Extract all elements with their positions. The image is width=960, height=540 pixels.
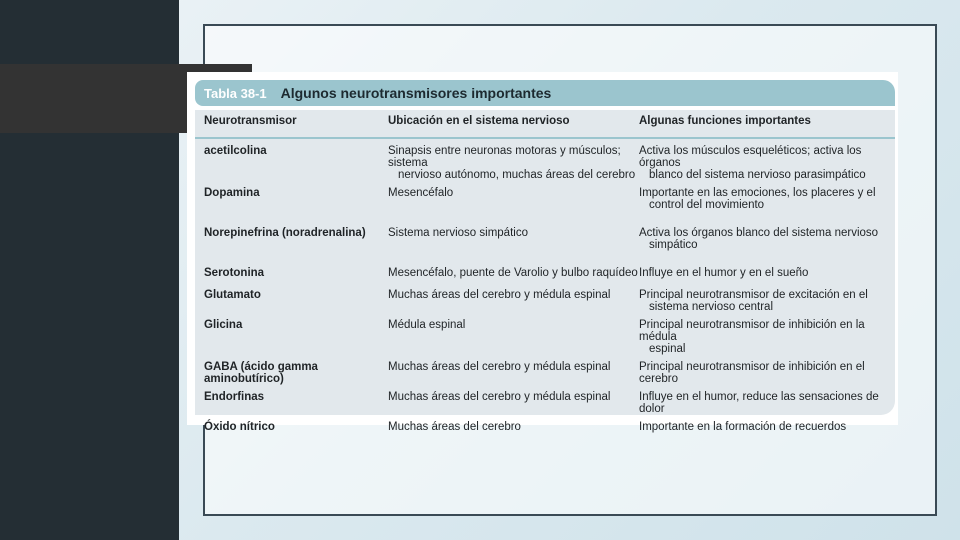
table-title: Algunos neurotransmisores importantes bbox=[280, 85, 552, 101]
table-row bbox=[195, 181, 895, 221]
function-line: Principal neurotransmisor de inhibición en el cerebro bbox=[639, 361, 865, 385]
function-line: Principal neurotransmisor de excitación en el bbox=[639, 289, 868, 301]
cell-function bbox=[639, 138, 895, 181]
cell-neurotransmitter: Endorfinas bbox=[204, 391, 265, 403]
table-row bbox=[195, 313, 895, 355]
function-line: Activa los músculos esqueléticos; activa los órganos bbox=[639, 145, 862, 169]
neurotransmitter-table bbox=[195, 110, 895, 437]
cell-location bbox=[388, 138, 639, 181]
table-body bbox=[195, 110, 895, 433]
cell-function bbox=[639, 283, 895, 313]
cell-function bbox=[639, 415, 895, 437]
function-line: Activa los órganos blanco del sistema nervioso bbox=[639, 227, 879, 239]
function-line: Importante en las emociones, los placeres y el bbox=[639, 187, 876, 199]
function-line: sistema nervioso central bbox=[649, 301, 773, 313]
table-row bbox=[195, 355, 895, 385]
function-line: Influye en el humor y en el sueño bbox=[639, 267, 809, 279]
cell-neurotransmitter: Norepinefrina (noradrenalina) bbox=[204, 227, 366, 239]
location-line: Muchas áreas del cerebro y médula espinal bbox=[388, 391, 611, 403]
cell-location bbox=[388, 313, 639, 355]
location-line: nervioso autónomo, muchas áreas del cerebro bbox=[398, 169, 636, 181]
cell-neurotransmitter: Glutamato bbox=[204, 289, 261, 301]
table-image bbox=[187, 72, 898, 433]
location-line: Muchas áreas del cerebro y médula espinal bbox=[388, 289, 611, 301]
function-line: simpático bbox=[649, 239, 698, 251]
location-line: Médula espinal bbox=[388, 319, 466, 331]
table-row bbox=[195, 415, 895, 437]
cell-function bbox=[639, 355, 895, 385]
table-header-row bbox=[195, 110, 895, 138]
cell-function bbox=[639, 261, 895, 283]
cell-neurotransmitter: Óxido nítrico bbox=[204, 421, 275, 433]
table-number: Tabla 38-1 bbox=[204, 85, 267, 101]
table-row bbox=[195, 283, 895, 313]
table-row bbox=[195, 221, 895, 261]
location-line: Mesencéfalo, puente de Varolio y bulbo raquídeo bbox=[388, 267, 638, 279]
cell-location bbox=[388, 261, 639, 283]
cell-function bbox=[639, 221, 895, 261]
cell-location bbox=[388, 283, 639, 313]
cell-function bbox=[639, 385, 895, 415]
cell-location bbox=[388, 355, 639, 385]
table-row bbox=[195, 261, 895, 283]
cell-neurotransmitter: acetilcolina bbox=[204, 145, 267, 157]
location-line: Sinapsis entre neuronas motoras y músculos; sistema bbox=[388, 145, 621, 169]
function-line: Influye en el humor, reduce las sensaciones de dolor bbox=[639, 391, 879, 415]
cell-location bbox=[388, 385, 639, 415]
cell-location bbox=[388, 415, 639, 437]
header-neurotransmitter: Neurotransmisor bbox=[195, 110, 388, 138]
function-line: espinal bbox=[649, 343, 686, 355]
location-line: Mesencéfalo bbox=[388, 187, 454, 199]
cell-neurotransmitter: Glicina bbox=[204, 319, 243, 331]
function-line: Principal neurotransmisor de inhibición en la médula bbox=[639, 319, 865, 343]
table-row bbox=[195, 138, 895, 181]
location-line: Sistema nervioso simpático bbox=[388, 227, 528, 239]
cell-function bbox=[639, 313, 895, 355]
cell-function bbox=[639, 181, 895, 221]
table-row bbox=[195, 385, 895, 415]
table-title-bar bbox=[195, 80, 895, 106]
cell-neurotransmitter: Dopamina bbox=[204, 187, 260, 199]
location-line: Muchas áreas del cerebro y médula espinal bbox=[388, 361, 611, 373]
cell-location bbox=[388, 181, 639, 221]
location-line: Muchas áreas del cerebro bbox=[388, 421, 521, 433]
header-location: Ubicación en el sistema nervioso bbox=[388, 110, 639, 138]
function-line: Importante en la formación de recuerdos bbox=[639, 421, 847, 433]
cell-neurotransmitter: Serotonina bbox=[204, 267, 265, 279]
cell-location bbox=[388, 221, 639, 261]
function-line: blanco del sistema nervioso parasimpático bbox=[649, 169, 866, 181]
cell-neurotransmitter: GABA (ácido gamma aminobutírico) bbox=[204, 361, 318, 385]
function-line: control del movimiento bbox=[649, 199, 765, 211]
header-functions: Algunas funciones importantes bbox=[639, 110, 895, 138]
